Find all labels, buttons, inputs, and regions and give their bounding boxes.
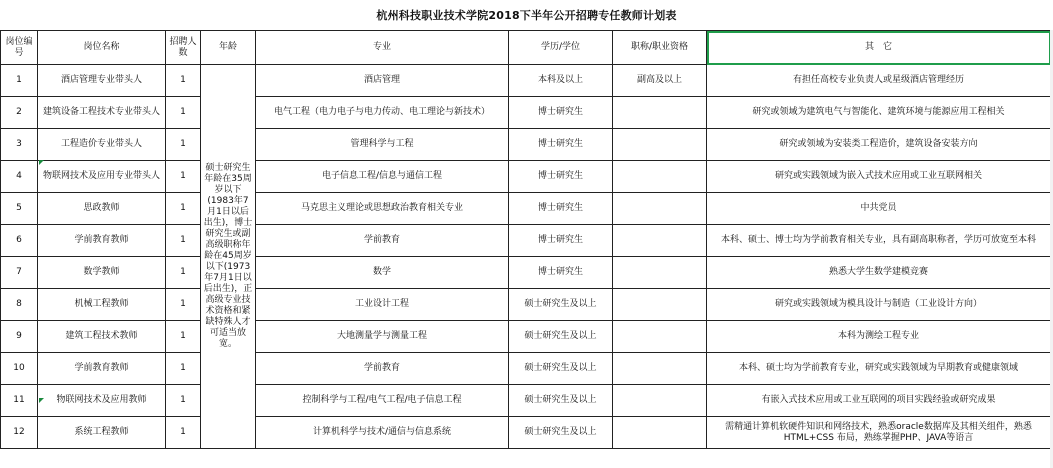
cell-other[interactable]: 研究或领域为建筑电气与智能化、建筑环境与能源应用工程相关	[707, 97, 1051, 129]
cell-degree[interactable]: 本科及以上	[509, 65, 613, 97]
cell-degree[interactable]: 硕士研究生及以上	[509, 417, 613, 449]
cell-id[interactable]: 11	[1, 385, 38, 417]
cell-degree[interactable]: 硕士研究生及以上	[509, 289, 613, 321]
table-row	[1, 97, 1051, 129]
cell-other[interactable]: 研究或实践领域为嵌入式技术应用或工业互联网相关	[707, 161, 1051, 193]
cell-degree[interactable]: 硕士研究生及以上	[509, 353, 613, 385]
cell-name[interactable]: 物联网技术及应用专业带头人	[38, 161, 166, 193]
cell-name[interactable]: 学前教育教师	[38, 353, 166, 385]
cell-degree[interactable]: 博士研究生	[509, 97, 613, 129]
cell-count[interactable]: 1	[166, 257, 201, 289]
table-row	[1, 161, 1051, 193]
cell-count[interactable]: 1	[166, 129, 201, 161]
cell-other[interactable]: 需精通计算机软硬件知识和网络技术，熟悉oracle数据库及其相关组件，熟悉HTML+CSS 布局，熟练掌握PHP、JAVA等语言	[707, 417, 1051, 449]
cell-rank[interactable]	[613, 385, 707, 417]
table-row	[1, 65, 1051, 97]
cell-name[interactable]: 数学教师	[38, 257, 166, 289]
cell-id[interactable]: 12	[1, 417, 38, 449]
cell-name[interactable]: 学前教育教师	[38, 225, 166, 257]
cell-count[interactable]: 1	[166, 289, 201, 321]
cell-count[interactable]: 1	[166, 65, 201, 97]
cell-name[interactable]: 工程造价专业带头人	[38, 129, 166, 161]
cell-degree[interactable]: 博士研究生	[509, 193, 613, 225]
cell-major[interactable]: 计算机科学与技术/通信与信息系统	[256, 417, 509, 449]
cell-id[interactable]: 2	[1, 97, 38, 129]
cell-count[interactable]: 1	[166, 353, 201, 385]
header-other-selected-cell[interactable]: 其 它	[707, 31, 1051, 65]
cell-count[interactable]: 1	[166, 385, 201, 417]
cell-count[interactable]: 1	[166, 225, 201, 257]
cell-major[interactable]: 学前教育	[256, 225, 509, 257]
table-row	[1, 417, 1051, 449]
cell-count[interactable]: 1	[166, 193, 201, 225]
cell-id[interactable]: 6	[1, 225, 38, 257]
comment-indicator-icon[interactable]	[39, 398, 44, 403]
cell-rank[interactable]	[613, 97, 707, 129]
cell-other[interactable]: 研究或实践领域为模具设计与制造（工业设计方向）	[707, 289, 1051, 321]
cell-rank[interactable]	[613, 257, 707, 289]
cell-rank[interactable]	[613, 129, 707, 161]
header-count[interactable]: 招聘人数	[166, 31, 201, 65]
cell-major[interactable]: 电气工程（电力电子与电力传动、电工理论与新技术）	[256, 97, 509, 129]
cell-other[interactable]: 本科、硕士、博士均为学前教育相关专业，具有副高职称者，学历可放宽至本科	[707, 225, 1051, 257]
cell-count[interactable]: 1	[166, 161, 201, 193]
cell-id[interactable]: 9	[1, 321, 38, 353]
cell-other[interactable]: 有嵌入式技术应用或工业互联网的项目实践经验或研究成果	[707, 385, 1051, 417]
cell-rank[interactable]	[613, 161, 707, 193]
cell-count[interactable]: 1	[166, 321, 201, 353]
cell-count[interactable]: 1	[166, 97, 201, 129]
cell-degree[interactable]: 硕士研究生及以上	[509, 385, 613, 417]
cell-major[interactable]: 电子信息工程/信息与通信工程	[256, 161, 509, 193]
cell-other[interactable]: 有担任高校专业负责人或星级酒店管理经历	[707, 65, 1051, 97]
cell-id[interactable]: 4	[1, 161, 38, 193]
cell-major[interactable]: 酒店管理	[256, 65, 509, 97]
cell-major[interactable]: 大地测量学与测量工程	[256, 321, 509, 353]
cell-degree[interactable]: 博士研究生	[509, 257, 613, 289]
header-row	[1, 31, 1051, 65]
table-row	[1, 353, 1051, 385]
cell-major[interactable]: 管理科学与工程	[256, 129, 509, 161]
cell-name[interactable]: 酒店管理专业带头人	[38, 65, 166, 97]
header-degree[interactable]: 学历/学位	[509, 31, 613, 65]
cell-degree[interactable]: 硕士研究生及以上	[509, 321, 613, 353]
cell-name[interactable]: 思政教师	[38, 193, 166, 225]
cell-name[interactable]: 建筑工程技术教师	[38, 321, 166, 353]
cell-other[interactable]: 本科、硕士均为学前教育专业，研究或实践领域为早期教育或健康领域	[707, 353, 1051, 385]
cell-id[interactable]: 1	[1, 65, 38, 97]
cell-other[interactable]: 熟悉大学生数学建模竞赛	[707, 257, 1051, 289]
sheet-title: 杭州科技职业技术学院2018下半年公开招聘专任教师计划表	[0, 0, 1053, 31]
cell-rank[interactable]	[613, 225, 707, 257]
header-id[interactable]: 岗位编号	[1, 31, 38, 65]
table-row	[1, 321, 1051, 353]
cell-name[interactable]: 机械工程教师	[38, 289, 166, 321]
header-age[interactable]: 年龄	[201, 31, 256, 65]
cell-name[interactable]: 物联网技术及应用教师	[38, 385, 166, 417]
cell-id[interactable]: 7	[1, 257, 38, 289]
cell-id[interactable]: 10	[1, 353, 38, 385]
cell-id[interactable]: 8	[1, 289, 38, 321]
cell-rank[interactable]	[613, 417, 707, 449]
cell-other[interactable]: 本科为测绘工程专业	[707, 321, 1051, 353]
cell-degree[interactable]: 博士研究生	[509, 161, 613, 193]
header-major[interactable]: 专业	[256, 31, 509, 65]
cell-rank[interactable]: 副高及以上	[613, 65, 707, 97]
table-row	[1, 257, 1051, 289]
header-rank[interactable]: 职称/职业资格	[613, 31, 707, 65]
cell-major[interactable]: 数学	[256, 257, 509, 289]
cell-count[interactable]: 1	[166, 417, 201, 449]
table-row	[1, 193, 1051, 225]
table-row	[1, 289, 1051, 321]
cell-degree[interactable]: 博士研究生	[509, 129, 613, 161]
header-name[interactable]: 岗位名称	[38, 31, 166, 65]
cell-id[interactable]: 5	[1, 193, 38, 225]
cell-rank[interactable]	[613, 193, 707, 225]
cell-age-merged[interactable]: 硕士研究生年龄在35周岁以下(1983年7月1日以后出生)，博士研究生或副高级职称年龄在45周岁以下(1973年7月1日以后出生)，正高级专业技术资格和紧缺特殊人才可适当放宽。	[201, 65, 256, 449]
cell-major[interactable]: 学前教育	[256, 353, 509, 385]
cell-name[interactable]: 系统工程教师	[38, 417, 166, 449]
cell-other[interactable]: 研究或领域为安装类工程造价，建筑设备安装方向	[707, 129, 1051, 161]
cell-rank[interactable]	[613, 289, 707, 321]
cell-rank[interactable]	[613, 353, 707, 385]
cell-rank[interactable]	[613, 321, 707, 353]
table-row	[1, 129, 1051, 161]
table-row	[1, 385, 1051, 417]
cell-name[interactable]: 建筑设备工程技术专业带头人	[38, 97, 166, 129]
cell-major[interactable]: 控制科学与工程/电气工程/电子信息工程	[256, 385, 509, 417]
cell-degree[interactable]: 博士研究生	[509, 225, 613, 257]
cell-major[interactable]: 马克思主义理论或思想政治教育相关专业	[256, 193, 509, 225]
cell-id[interactable]: 3	[1, 129, 38, 161]
cell-major[interactable]: 工业设计工程	[256, 289, 509, 321]
recruitment-table	[0, 30, 1051, 449]
table-row	[1, 225, 1051, 257]
comment-indicator-icon[interactable]	[39, 160, 44, 165]
cell-other[interactable]: 中共党员	[707, 193, 1051, 225]
